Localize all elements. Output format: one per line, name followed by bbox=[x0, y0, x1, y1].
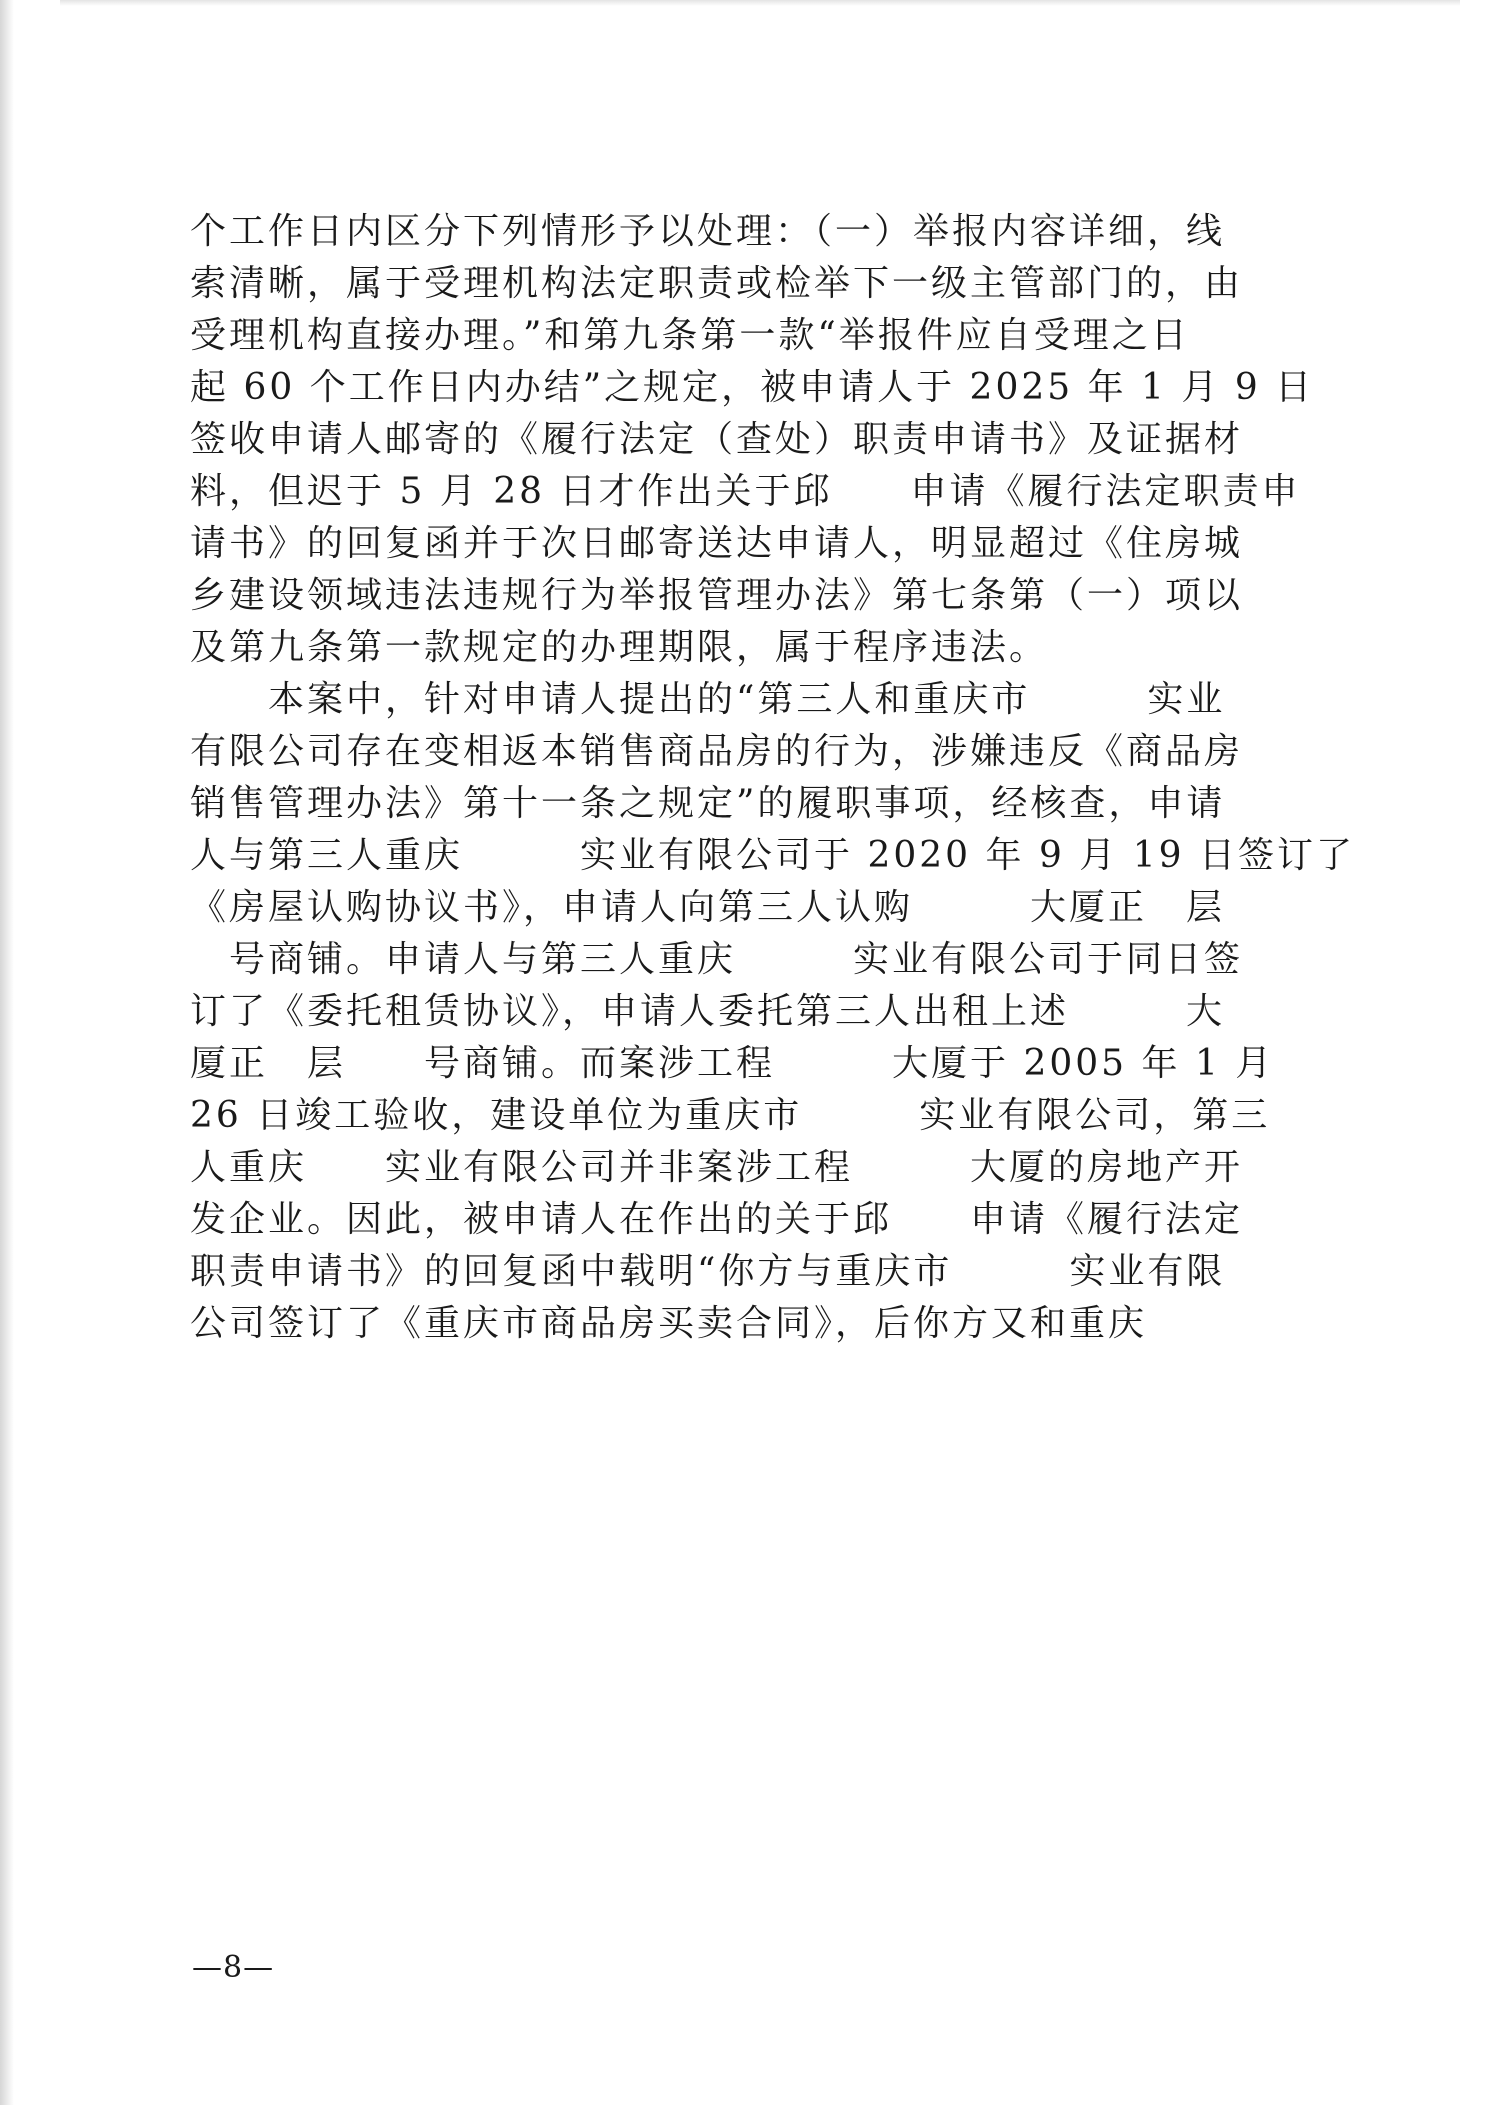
text-line: 料，但迟于 5 月 28 日才作出关于邱 申请《履行法定职责申 bbox=[190, 471, 1301, 512]
text-line: 厦正 层 号商铺。而案涉工程 大厦于 2005 年 1 月 bbox=[190, 1043, 1275, 1084]
text-line: 受理机构直接办理。”和第九条第一款“举报件应自受理之日 bbox=[190, 315, 1190, 356]
text-line: 销售管理办法》第十一条之规定”的履职事项，经核查，申请 bbox=[190, 783, 1226, 824]
text-line: 人重庆 实业有限公司并非案涉工程 大厦的房地产开 bbox=[190, 1147, 1244, 1188]
text-line: 签收申请人邮寄的《履行法定（查处）职责申请书》及证据材 bbox=[190, 419, 1244, 460]
text-line: 起 60 个工作日内办结”之规定，被申请人于 2025 年 1 月 9 日 bbox=[190, 367, 1315, 408]
text-line: 《房屋认购协议书》，申请人向第三人认购 大厦正 层 bbox=[190, 887, 1226, 928]
text-line: 个工作日内区分下列情形予以处理：（一）举报内容详细，线 bbox=[190, 211, 1226, 252]
text-line: 发企业。因此，被申请人在作出的关于邱 申请《履行法定 bbox=[190, 1199, 1244, 1240]
text-line: 及第九条第一款规定的办理期限，属于程序违法。 bbox=[190, 627, 1049, 668]
scan-edge-shadow bbox=[0, 0, 14, 2105]
scan-top-shadow bbox=[60, 0, 1460, 6]
text-line: 订了《委托租赁协议》，申请人委托第三人出租上述 大 bbox=[190, 991, 1226, 1032]
paragraph-start-line: 本案中，针对申请人提出的“第三人和重庆市 实业 bbox=[190, 679, 1226, 720]
text-line: 号商铺。申请人与第三人重庆 实业有限公司于同日签 bbox=[190, 939, 1244, 980]
text-line: 26 日竣工验收，建设单位为重庆市 实业有限公司，第三 bbox=[190, 1095, 1271, 1136]
text-line: 请书》的回复函并于次日邮寄送达申请人，明显超过《住房城 bbox=[190, 523, 1244, 564]
text-line: 公司签订了《重庆市商品房买卖合同》，后你方又和重庆 bbox=[190, 1303, 1148, 1344]
text-line: 索清晰，属于受理机构法定职责或检举下一级主管部门的，由 bbox=[190, 263, 1244, 304]
text-line: 职责申请书》的回复函中载明“你方与重庆市 实业有限 bbox=[190, 1251, 1226, 1292]
text-line: 人与第三人重庆 实业有限公司于 2020 年 9 月 19 日签订了 bbox=[190, 835, 1355, 876]
text-line: 乡建设领域违法违规行为举报管理办法》第七条第（一）项以 bbox=[190, 575, 1244, 616]
page-number: —8— bbox=[192, 1950, 275, 1985]
text-line: 有限公司存在变相返本销售商品房的行为，涉嫌违反《商品房 bbox=[190, 731, 1244, 772]
